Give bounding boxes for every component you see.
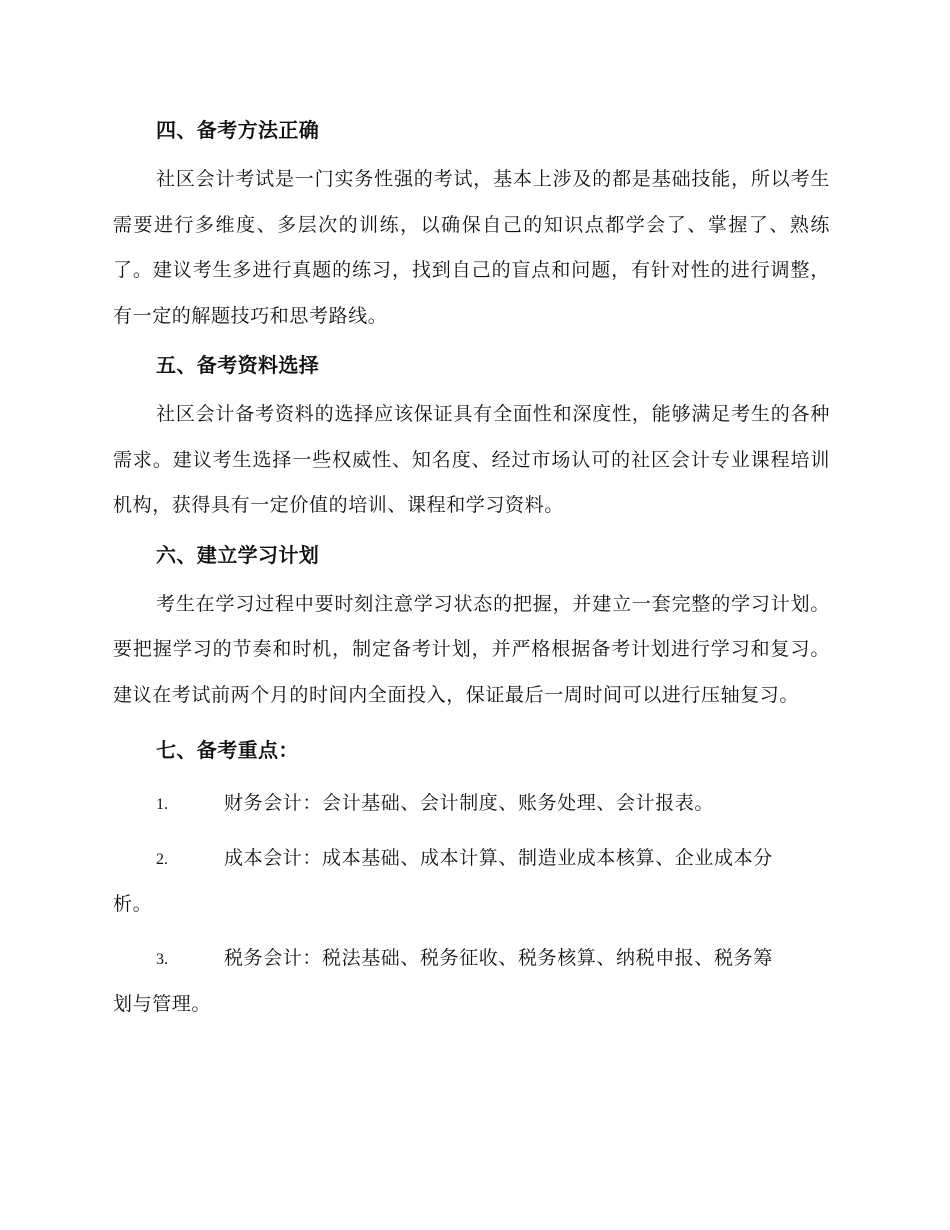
section-heading-7: 七、备考重点： [156, 738, 299, 762]
list-item-text: 财务会计：会计基础、会计制度、账务处理、会计报表。 [224, 792, 715, 814]
section-paragraph-5: 社区会计备考资料的选择应该保证具有全面性和深度性，能够满足考生的各种需求。建议考生选择一些权威性、知名度、经过市场认可的社区会计专业课程培训机构，获得具有一定价值的培训、课程和学习资料。 [113, 403, 830, 516]
list-item-text: 税务会计：税法基础、税务征收、税务核算、纳税申报、税务筹 [224, 946, 773, 969]
list-item-text-continued: 析。 [113, 893, 153, 915]
section-paragraph-4: 社区会计考试是一门实务性强的考试，基本上涉及的都是基础技能，所以考生需要进行多维度、多层次的训练，以确保自己的知识点都学会了、掌握了、熟练了。建议考生多进行真题的练习，找到自己的盲点和问题，有针对性的进行调整，有一定的解题技巧和思考路线。 [113, 168, 830, 327]
list-item-text-continued: 划与管理。 [113, 993, 212, 1015]
list-item [113, 936, 830, 1028]
document-body [113, 108, 830, 1028]
section-heading-5: 五、备考资料选择 [156, 353, 320, 377]
section-heading-6: 六、建立学习计划 [156, 542, 320, 567]
section-paragraph-6: 考生在学习过程中要时刻注意学习状态的把握，并建立一套完整的学习计划。要把握学习的节奏和时机，制定备考计划，并严格根据备考计划进行学习和复习。建议在考试前两个月的时间内全面投入，保证最后一周时间可以进行压轴复习。 [113, 592, 830, 706]
list-item-number: 3. [156, 950, 168, 968]
list-item [113, 781, 830, 828]
list-item [113, 836, 830, 928]
list-item-number: 2. [156, 850, 168, 868]
list-item-number: 1. [156, 796, 168, 813]
section-heading-4: 四、备考方法正确 [156, 118, 320, 142]
list-item-text: 成本会计：成本基础、成本计算、制造业成本核算、企业成本分 [224, 846, 773, 869]
